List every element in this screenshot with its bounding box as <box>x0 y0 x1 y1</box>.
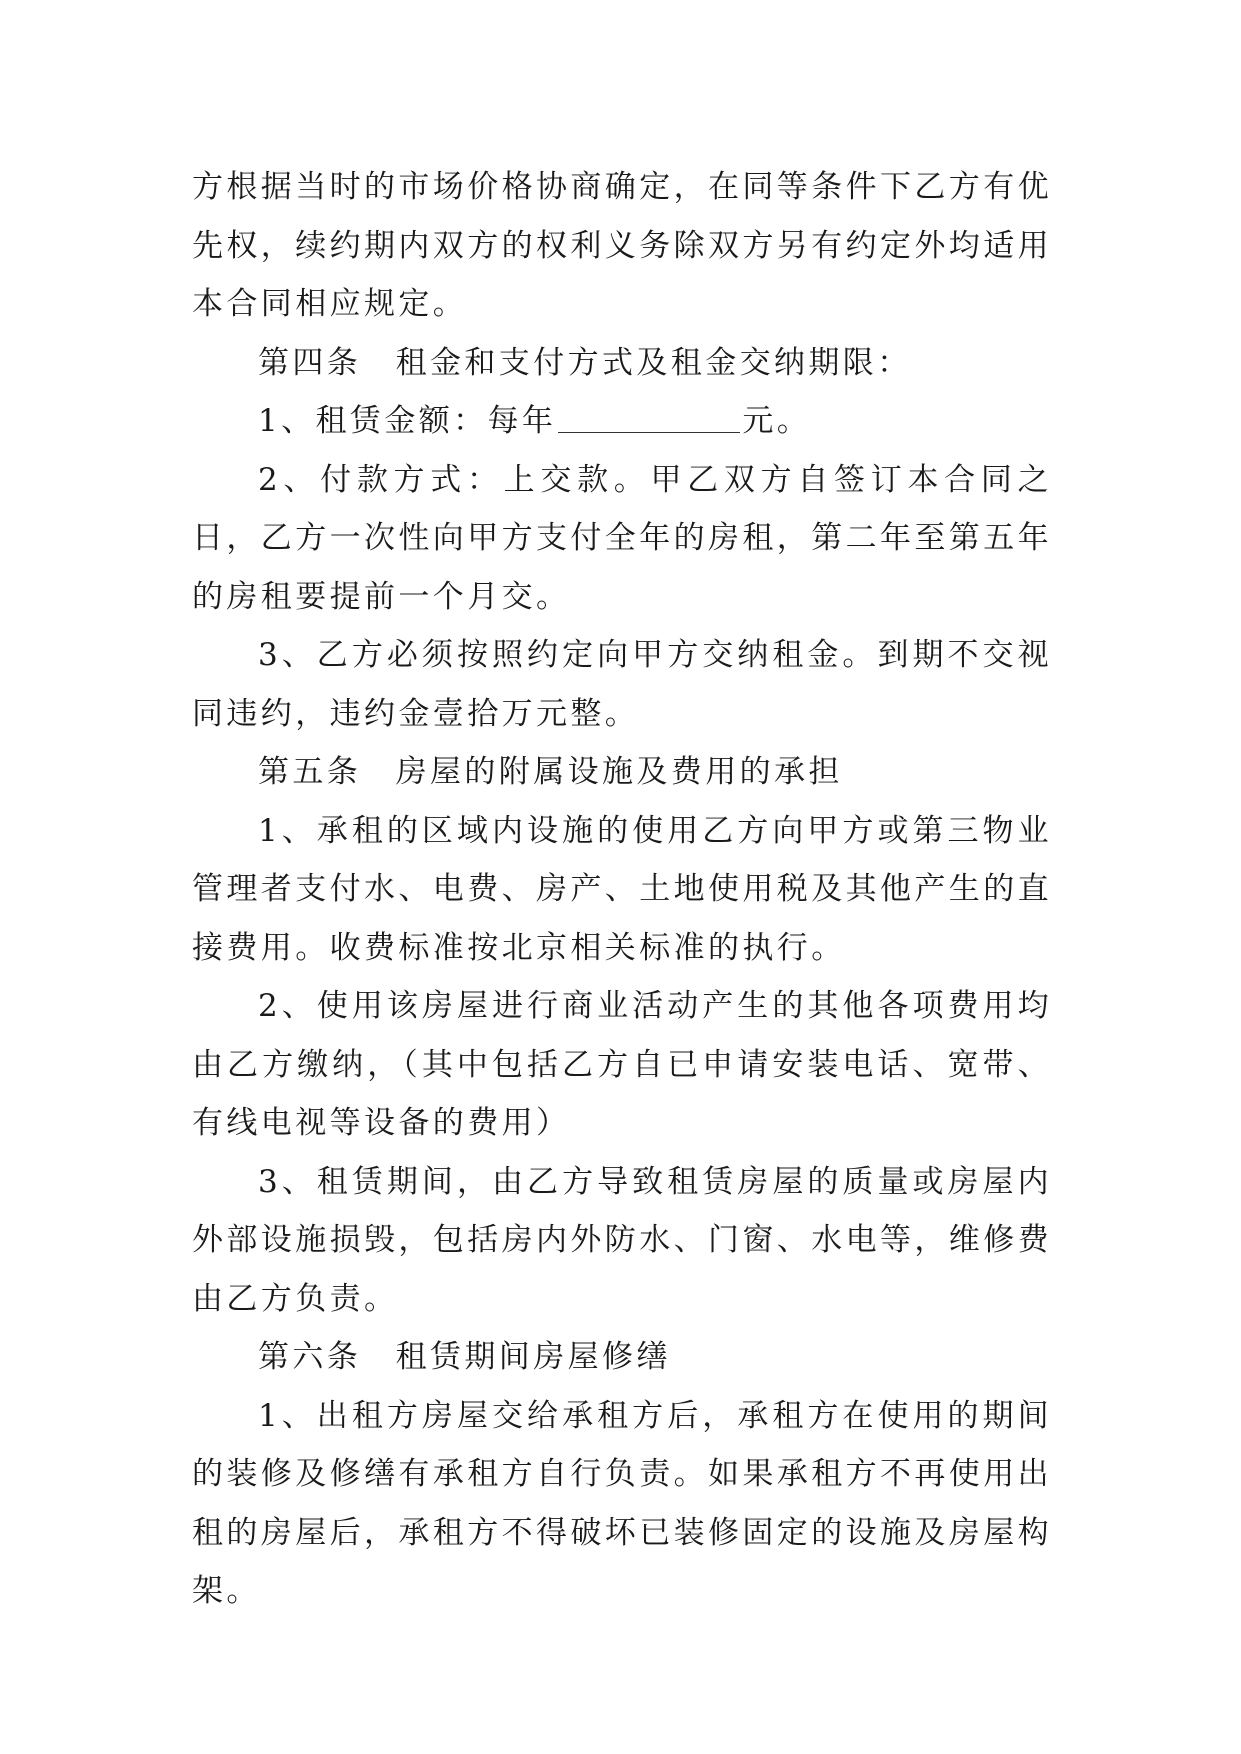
clause-rent-amount <box>192 392 1052 451</box>
clause-damage-repair: 3、租赁期间，由乙方导致租赁房屋的质量或房屋内外部设施损毁，包括房内外防水、门窗、水电等，维修费由乙方负责。 <box>192 1163 1052 1317</box>
clause-payment-method: 2、付款方式：上交款。甲乙双方自签订本合同之日，乙方一次性向甲方支付全年的房租，第二年至第五年的房租要提前一个月交。 <box>192 461 1052 615</box>
clause-utility-fees: 1、承租的区域内设施的使用乙方向甲方或第三物业管理者支付水、电费、房产、土地使用税及其他产生的直接费用。收费标准按北京相关标准的执行。 <box>192 812 1052 966</box>
clause-payment-obligation: 3、乙方必须按照约定向甲方交纳租金。到期不交视同违约，违约金壹拾万元整。 <box>192 637 1052 732</box>
rent-amount-label: 1、租赁金额：每年 <box>258 403 557 439</box>
clause-renovation: 1、出租方房屋交给承租方后，承租方在使用的期间的装修及修缮有承租方自行负责。如果承租方不再使用出租的房屋后，承租方不得破坏已装修固定的设施及房屋构架。 <box>192 1397 1052 1609</box>
rent-amount-unit: 元。 <box>742 403 812 439</box>
rent-amount-blank <box>558 402 740 433</box>
article-4-heading: 第四条 租金和支付方式及租金交纳期限： <box>258 344 912 381</box>
paragraph-continuation: 方根据当时的市场价格协商确定，在同等条件下乙方有优先权，续约期内双方的权利义务除双方另有约定外均适用本合同相应规定。 <box>192 169 1052 322</box>
clause-business-fees: 2、使用该房屋进行商业活动产生的其他各项费用均由乙方缴纳，（其中包括乙方自已申请安装电话、宽带、有线电视等设备的费用） <box>192 988 1052 1141</box>
article-5-heading: 第五条 房屋的附属设施及费用的承担 <box>258 754 843 790</box>
document-page <box>192 158 1052 1621</box>
article-6-heading: 第六条 租赁期间房屋修缮 <box>258 1339 671 1375</box>
